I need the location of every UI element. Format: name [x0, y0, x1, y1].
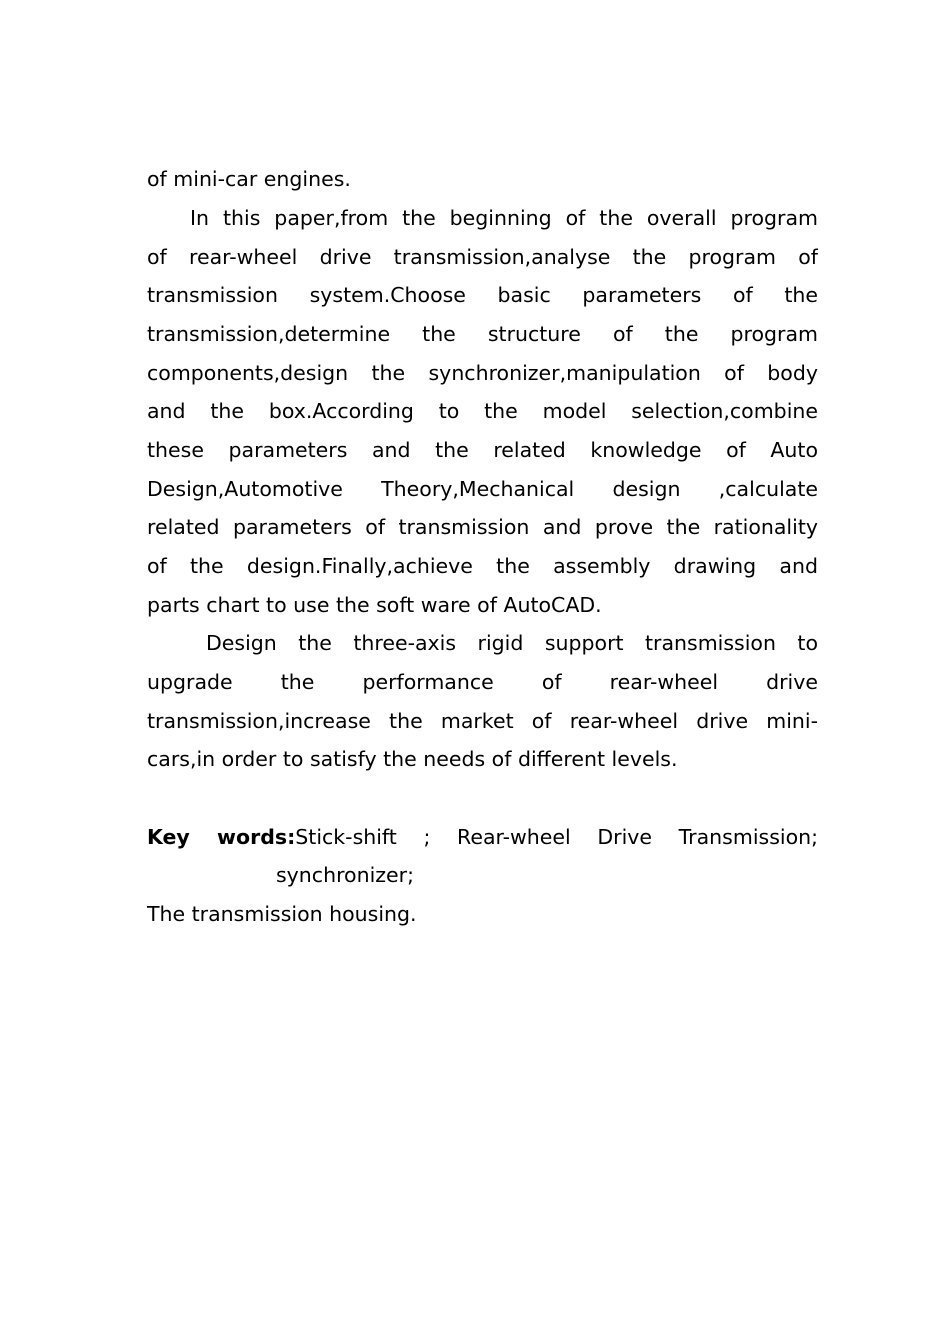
- paragraph-2-line-8: Design,Automotive Theory,Mechanical design ,calculate: [147, 477, 818, 501]
- paragraph-2-line-11: parts chart to use the soft ware of AutoCAD.: [147, 593, 602, 617]
- paragraph-2-line-7: these parameters and the related knowledge of Auto: [147, 438, 818, 462]
- paragraph-2-line-6: and the box.According to the model selection,combine: [147, 399, 818, 423]
- paragraph-3-line-4: cars,in order to satisfy the needs of different levels.: [147, 747, 678, 771]
- keywords-line-2: synchronizer;: [276, 863, 414, 887]
- keywords-line-1: [147, 818, 818, 857]
- paragraph-2-line-9: related parameters of transmission and prove the rationality: [147, 515, 818, 539]
- paragraph-2-line-1: In this paper,from the beginning of the overall program: [190, 206, 818, 230]
- keywords-text-1: Stick-shift ; Rear-wheel Drive Transmission;: [295, 825, 818, 849]
- paragraph-3-line-2: upgrade the performance of rear-wheel drive: [147, 670, 818, 694]
- intro-tail-line: of mini-car engines.: [147, 167, 351, 191]
- paragraph-2-line-5: components,design the synchronizer,manipulation of body: [147, 361, 818, 385]
- paragraph-3-line-1: Design the three-axis rigid support transmission to: [206, 631, 818, 655]
- paragraph-2-line-10: of the design.Finally,achieve the assembly drawing and: [147, 554, 818, 578]
- keywords-line-3: The transmission housing.: [147, 902, 417, 926]
- paragraph-2-line-3: transmission system.Choose basic parameters of the: [147, 283, 818, 307]
- paragraph-2-line-2: of rear-wheel drive transmission,analyse the program of: [147, 245, 818, 269]
- keywords-label: Key words:: [147, 825, 296, 849]
- paragraph-2-line-4: transmission,determine the structure of the program: [147, 322, 818, 346]
- paragraph-3-line-3: transmission,increase the market of rear-wheel drive mini-: [147, 709, 818, 733]
